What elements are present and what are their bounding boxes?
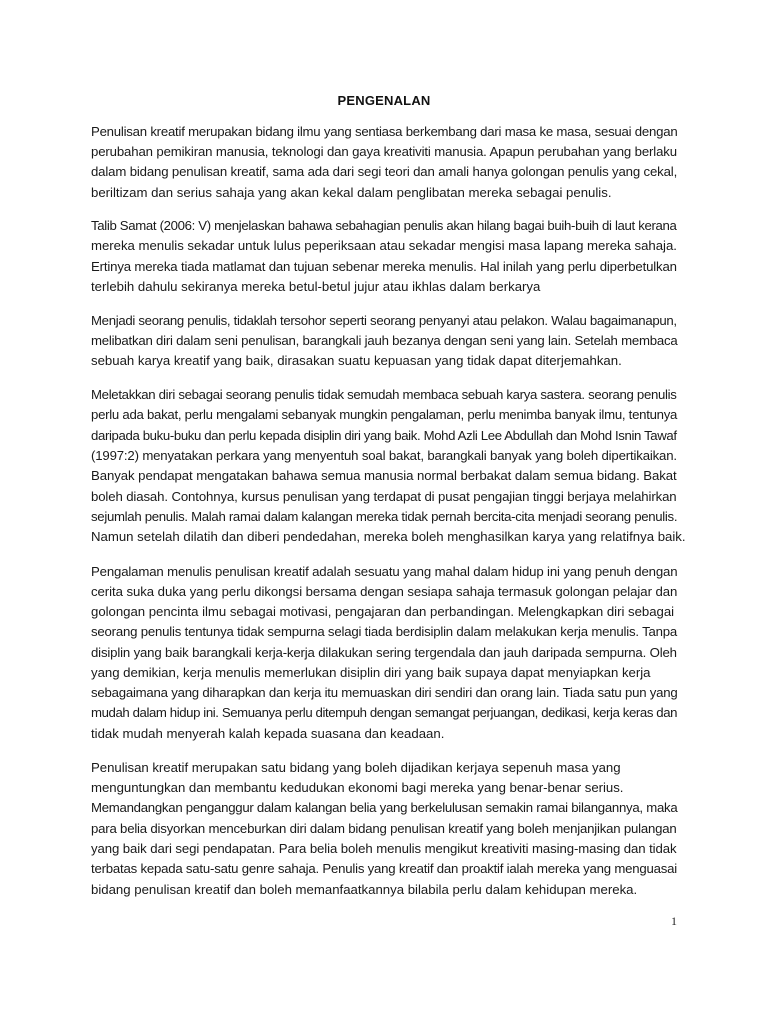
paragraph-4-line: Banyak pendapat mengatakan bahawa semua manusia normal berbakat dalam semua bidang. Bakat (91, 468, 677, 483)
paragraph-1-line: beriltizam dan serius sahaja yang akan kekal dalam penglibatan mereka sebagai penulis. (91, 185, 612, 200)
paragraph-5-line: disiplin yang baik barangkali kerja-kerja dilakukan sering tergendala dan jauh daripada sempurna. Oleh (91, 645, 677, 660)
paragraph-5-line: Pengalaman menulis penulisan kreatif adalah sesuatu yang mahal dalam hidup ini yang penuh dengan (91, 564, 678, 579)
paragraph-6-line: yang baik dari segi pendapatan. Para belia boleh menulis mengikut kreativiti masing-masing dan tidak (91, 841, 677, 856)
paragraph-5-line: seorang penulis tentunya tidak sempurna selagi tiada berdisiplin dalam melakukan kerja menulis. Tanpa (91, 624, 678, 639)
paragraph-5-line: mudah dalam hidup ini. Semuanya perlu ditempuh dengan semangat perjuangan, dedikasi, kerja keras dan (91, 705, 678, 720)
paragraph-2-line: terlebih dahulu sekiranya mereka betul-betul jujur atau ikhlas dalam berkarya (91, 279, 541, 294)
paragraph-4-line: daripada buku-buku dan perlu kepada disiplin diri yang baik. Mohd Azli Lee Abdullah dan Mohd Isnin Tawaf (91, 428, 677, 443)
paragraph-4-line: (1997:2) menyatakan perkara yang menyentuh soal bakat, barangkali banyak yang boleh dipertikaikan. (91, 448, 677, 463)
paragraph-1-line: perubahan pemikiran manusia, teknologi dan gaya kreativiti manusia. Apapun perubahan yang berlaku (91, 144, 677, 159)
paragraph-1-line: Penulisan kreatif merupakan bidang ilmu yang sentiasa berkembang dari masa ke masa, sesuai dengan (91, 124, 678, 139)
paragraph-5-line: tidak mudah menyerah kalah kepada suasana dan keadaan. (91, 726, 445, 741)
page-number: 1 (671, 914, 677, 928)
paragraph-6-line: bidang penulisan kreatif dan boleh memanfaatkannya bilabila perlu dalam kehidupan mereka. (91, 882, 638, 897)
paragraph-1-line: dalam bidang penulisan kreatif, sama ada dari segi teori dan amali hanya golongan penulis yang cekal, (91, 164, 678, 179)
paragraph-4-line: perlu ada bakat, perlu mengalami sebanyak mungkin pengalaman, perlu menimba banyak ilmu, tentunya (91, 407, 678, 422)
paragraph-3-line: melibatkan diri dalam seni penulisan, barangkali jauh bezanya dengan seni yang lain. Setelah membaca (91, 333, 678, 348)
paragraph-2-line: Ertinya mereka tiada matlamat dan tujuan sebenar mereka menulis. Hal inilah yang perlu diperbetulkan (91, 259, 677, 274)
paragraph-6-line: terbatas kepada satu-satu genre sahaja. Penulis yang kreatif dan proaktif ialah mereka yang menguasai (91, 861, 677, 876)
paragraph-4-line: Namun setelah dilatih dan diberi pendedahan, mereka boleh menghasilkan karya yang relatifnya baik. (91, 529, 686, 544)
paragraph-5-line: cerita suka duka yang perlu dikongsi bersama dengan sesiapa sahaja termasuk golongan pelajar dan (91, 584, 678, 599)
paragraph-6-line: para belia disyorkan menceburkan diri dalam bidang penulisan kreatif yang boleh menjanjikan pulangan (91, 821, 677, 836)
paragraph-4-line: sejumlah penulis. Malah ramai dalam kalangan mereka tidak pernah bercita-cita menjadi seorang penulis. (91, 509, 678, 524)
paragraph-6-line: Memandangkan penganggur dalam kalangan belia yang berkelulusan semakin ramai bilangannya, maka (91, 800, 678, 815)
page-title: PENGENALAN (337, 93, 431, 108)
paragraph-6-line: Penulisan kreatif merupakan satu bidang yang boleh dijadikan kerjaya sepenuh masa yang (91, 760, 621, 775)
paragraph-5-line: golongan pencinta ilmu sebagai motivasi, pengajaran dan perbandingan. Melengkapkan diri sebagai (91, 604, 675, 619)
paragraph-6-line: menguntungkan dan membantu kedudukan ekonomi bagi mereka yang benar-benar serius. (91, 780, 624, 795)
paragraph-3-line: sebuah karya kreatif yang baik, dirasakan suatu kepuasan yang tidak dapat diterjemahkan. (91, 353, 622, 368)
paragraph-5-line: yang demikian, kerja menulis memerlukan disiplin diri yang baik supaya dapat menyiapkan kerja (91, 665, 651, 680)
paragraph-4-line: Meletakkan diri sebagai seorang penulis tidak semudah membaca sebuah karya sastera. seorang penulis (91, 387, 677, 402)
paragraph-4-line: boleh diasah. Contohnya, kursus penulisan yang terdapat di pusat pengajian tinggi berjaya melahirkan (91, 489, 677, 504)
paragraph-2-line: mereka menulis sekadar untuk lulus peperiksaan atau sekadar mengisi masa lapang mereka sahaja. (91, 238, 677, 253)
paragraph-2-line: Talib Samat (2006: V) menjelaskan bahawa sebahagian penulis akan hilang bagai buih-buih di laut kerana (91, 218, 677, 233)
paragraph-3-line: Menjadi seorang penulis, tidaklah tersohor seperti seorang penyanyi atau pelakon. Walau bagaimanapun, (91, 313, 677, 328)
paragraph-5-line: sebagaimana yang diharapkan dan kerja itu memuaskan diri sendiri dan orang lain. Tiada satu pun yang (91, 685, 678, 700)
